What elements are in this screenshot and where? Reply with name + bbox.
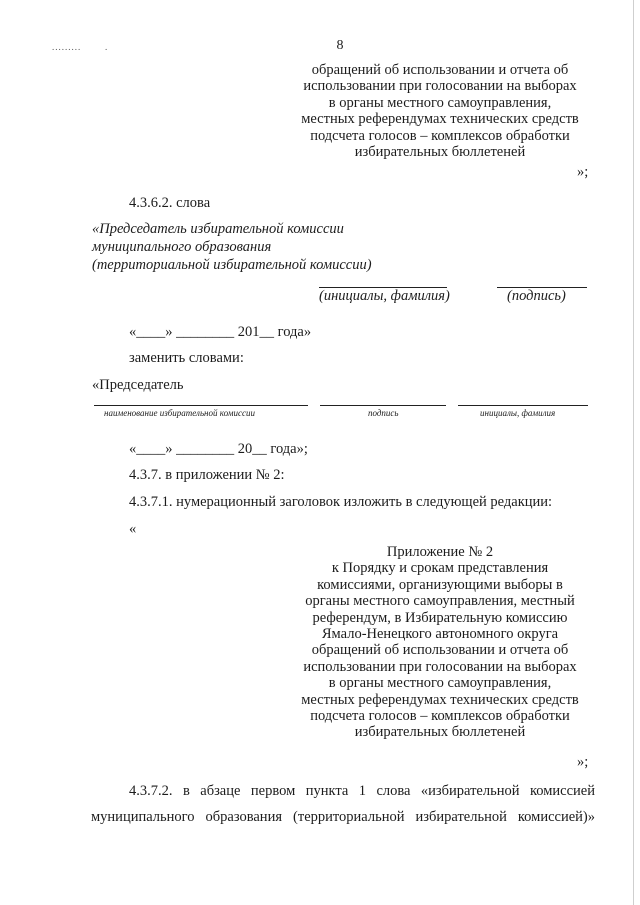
new-signature-underline: [320, 405, 446, 406]
old-municipal-line: муниципального образования: [92, 239, 272, 255]
new-date-line: «____» ________ 20__ года»;: [129, 441, 308, 457]
caption-initials: инициалы, фамилия: [480, 408, 556, 418]
appendix-line: референдум, в Избирательную комиссию: [312, 609, 568, 626]
item-4-3-7-2-line2: муниципального образования (территориальной избирательной комиссией)»: [91, 809, 595, 825]
old-chair-line: «Председатель избирательной комиссии: [92, 221, 344, 237]
item-4-3-7-1: 4.3.7.1. нумерационный заголовок изложить в следующей редакции:: [129, 494, 553, 510]
item-4-3-7-2-line1: 4.3.7.2. в абзаце первом пункта 1 слова «избирательной комиссией: [129, 783, 595, 799]
appendix-closing-quote: »;: [577, 754, 589, 770]
appendix-line: местных референдумах технических средств: [301, 691, 579, 708]
caption-commission: наименование избирательной комиссии: [104, 408, 256, 418]
top-continuation-block: [290, 62, 590, 160]
appendix-heading: [290, 544, 590, 741]
top-line: местных референдумах технических средств: [301, 111, 579, 128]
appendix-line: Ямало-Ненецкого автономного округа: [321, 626, 559, 643]
item-4-3-7: 4.3.7. в приложении № 2:: [129, 467, 285, 483]
top-line: в органы местного самоуправления,: [328, 94, 552, 111]
signature-label: (подпись): [507, 288, 566, 304]
item-4-3-6-2: 4.3.6.2. слова: [129, 195, 211, 211]
appendix-line: избирательных бюллетеней: [354, 724, 526, 741]
appendix-line: использовании при голосовании на выборах: [303, 658, 577, 675]
page-number: 8: [336, 38, 344, 53]
appendix-line: обращений об использовании и отчета об: [311, 642, 569, 659]
commission-underline: [94, 405, 308, 406]
replace-with: заменить словами:: [129, 350, 244, 366]
page-edge: [633, 0, 634, 905]
top-line: избирательных бюллетеней: [354, 144, 526, 161]
caption-signature: подпись: [368, 408, 399, 418]
appendix-line: к Порядку и срокам представления: [331, 560, 549, 577]
top-line: подсчета голосов – комплексов обработки: [310, 127, 570, 144]
appendix-line: комиссиями, организующими выборы в: [317, 576, 563, 593]
initials-label: (инициалы, фамилия): [319, 288, 450, 304]
new-chair-line: «Председатель: [92, 377, 184, 393]
appendix-line: органы местного самоуправления, местный: [305, 593, 575, 610]
scan-mark-dot: .: [105, 42, 108, 52]
open-quote: «: [129, 521, 137, 537]
closing-quote: »;: [577, 164, 589, 180]
appendix-line: подсчета голосов – комплексов обработки: [310, 708, 570, 725]
old-territorial-line: (территориальной избирательной комиссии): [92, 257, 372, 273]
appendix-line: в органы местного самоуправления,: [328, 675, 552, 692]
top-line: использовании при голосовании на выборах: [303, 78, 577, 95]
old-date-line: «____» ________ 201__ года»: [129, 324, 312, 340]
new-initials-underline: [458, 405, 588, 406]
appendix-title: Приложение № 2: [386, 544, 494, 560]
top-line: обращений об использовании и отчета об: [311, 62, 569, 78]
scan-mark: .........: [52, 42, 82, 52]
